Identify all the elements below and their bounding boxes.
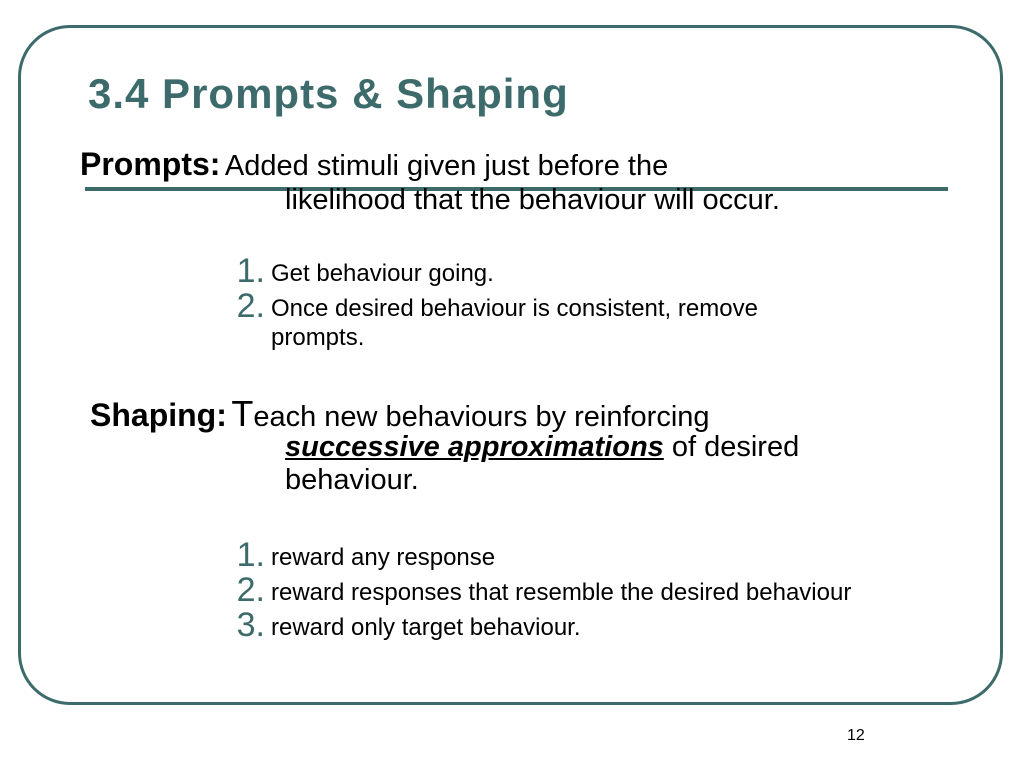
shaping-definition-line3: behaviour. (285, 464, 419, 496)
step-number: 3. (236, 606, 265, 644)
prompts-step-2-continuation: prompts. (271, 324, 365, 351)
step-number: 2. (236, 571, 265, 609)
shaping-definition-line1: each new behaviours by reinforcing (253, 401, 710, 433)
prompts-label: Prompts: (80, 146, 221, 182)
step-text: reward only target behaviour. (271, 614, 581, 641)
slide-title: 3.4 Prompts & Shaping (88, 70, 569, 117)
step-text: Get behaviour going. (271, 260, 494, 287)
step-number: 2. (236, 287, 265, 325)
prompts-definition-line2: likelihood that the behaviour will occur. (285, 184, 780, 216)
shaping-label: Shaping: (90, 397, 227, 433)
shaping-definition-line2 (285, 431, 799, 464)
step-text: reward responses that resemble the desired behaviour (271, 579, 852, 606)
prompts-definition-line1: Added stimuli given just before the (224, 150, 669, 182)
prompts-definition (80, 146, 668, 183)
page-number: 12 (847, 727, 865, 744)
shaping-definition (90, 393, 710, 435)
step-text: reward any response (271, 544, 496, 571)
successive-approximations-emphasis: successive approximations (285, 431, 664, 463)
shaping-big-letter: T (231, 393, 254, 434)
step-text: Once desired behaviour is consistent, remove (271, 295, 758, 322)
step-number: 1. (236, 252, 265, 290)
shaping-definition-line2-rest: of desired (663, 431, 800, 463)
step-number: 1. (236, 536, 265, 574)
